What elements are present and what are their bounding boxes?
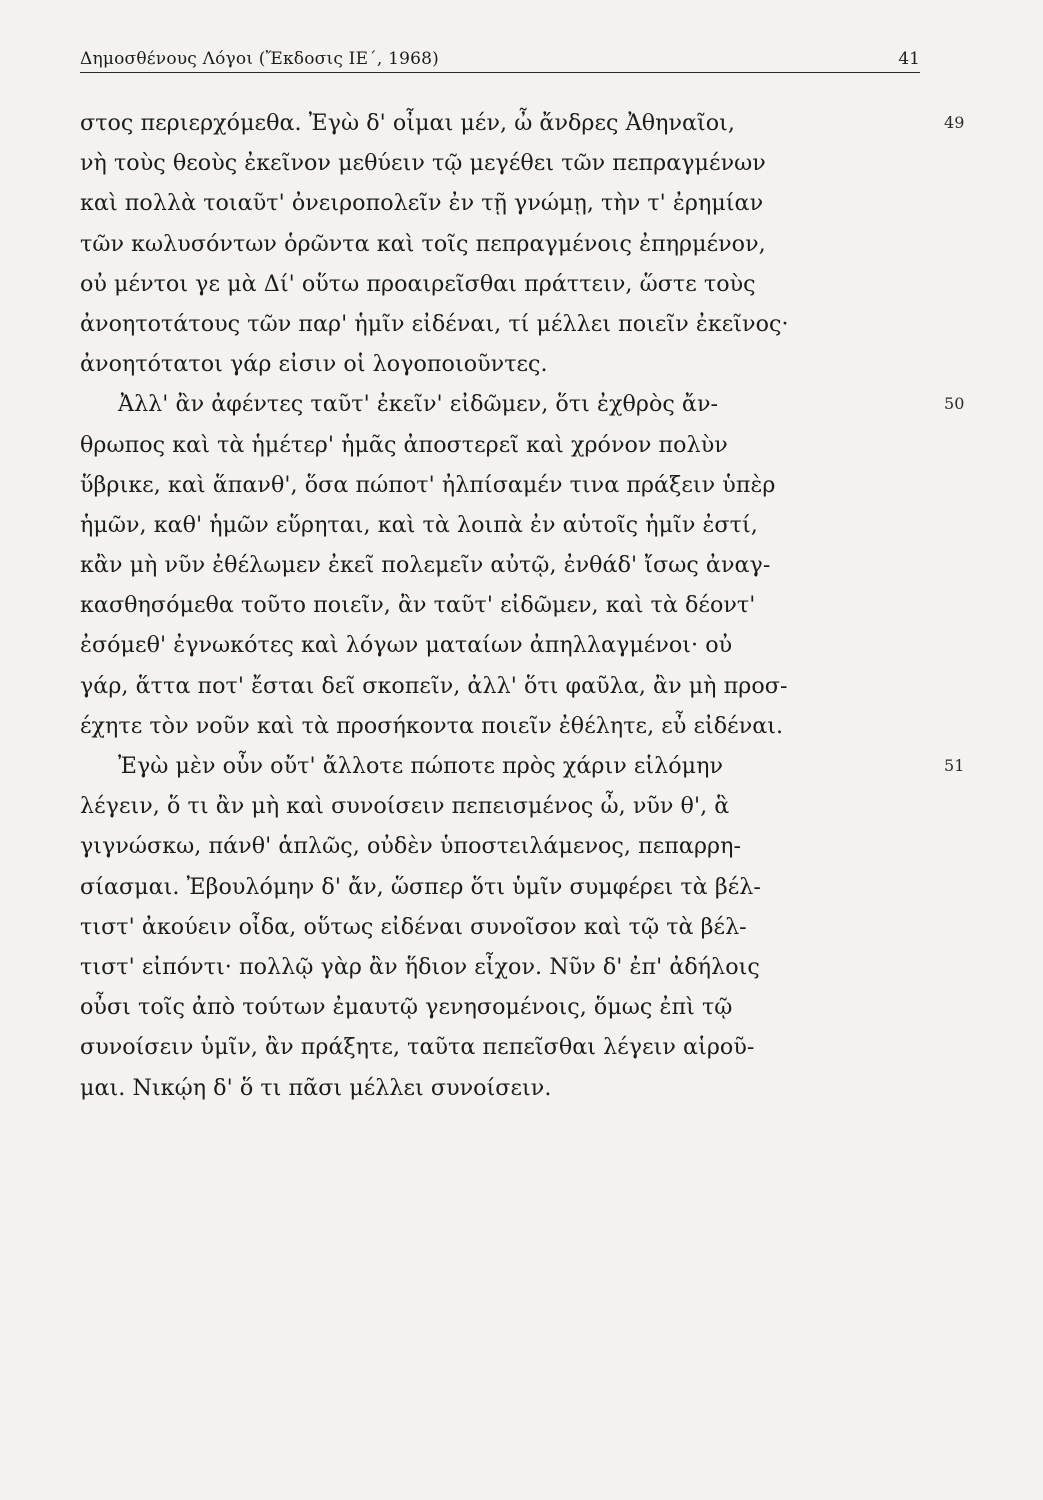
page-number: 41 bbox=[898, 49, 920, 69]
text-line bbox=[80, 224, 940, 264]
line-text: συνοίσειν ὑμῖν, ἂν πράξητε, ταῦτα πεπεῖσθαι λέγειν αἱροῦ- bbox=[80, 1034, 755, 1061]
text-line bbox=[80, 666, 940, 706]
line-text: Ἀλλ' ἂν ἀφέντες ταῦτ' ἐκεῖν' εἰδῶμεν, ὅτι ἐχθρὸς ἄν- bbox=[118, 391, 719, 418]
text-line bbox=[80, 1027, 940, 1067]
text-line bbox=[80, 143, 940, 183]
line-text: τιστ' ἀκούειν οἶδα, οὕτως εἰδέναι συνοῖσον καὶ τῷ τὰ βέλ- bbox=[80, 913, 747, 940]
text-line bbox=[80, 183, 940, 223]
body-text bbox=[80, 103, 965, 1108]
line-text: οὖσι τοῖς ἀπὸ τούτων ἐμαυτῷ γενησομένοις, ὅμως ἐπὶ τῷ bbox=[80, 994, 733, 1021]
text-line bbox=[80, 465, 940, 505]
line-text: οὐ μέντοι γε μὰ Δί' οὕτω προαιρεῖσθαι πράττειν, ὥστε τοὺς bbox=[80, 270, 756, 297]
text-line bbox=[80, 826, 940, 866]
line-text: ἐσόμεθ' ἐγνωκότες καὶ λόγων ματαίων ἀπηλλαγμένοι· οὐ bbox=[80, 632, 733, 659]
line-text: τιστ' εἰπόντι· πολλῷ γὰρ ἂν ἥδιον εἶχον. Νῦν δ' ἐπ' ἀδήλοις bbox=[80, 953, 760, 980]
line-text: έχητε τὸν νοῦν καὶ τὰ προσήκοντα ποιεῖν ἐθέλητε, εὖ εἰδέναι. bbox=[80, 712, 784, 739]
section-number: 50 bbox=[944, 394, 965, 414]
line-text: μαι. Νικῴη δ' ὅ τι πᾶσι μέλλει συνοίσειν. bbox=[80, 1074, 552, 1101]
text-line bbox=[80, 746, 965, 786]
text-line bbox=[80, 625, 940, 665]
text-line bbox=[80, 786, 940, 826]
text-line bbox=[80, 545, 940, 585]
line-text: ἀνοητότατοι γάρ εἰσιν οἱ λογοποιοῦντες. bbox=[80, 351, 548, 378]
line-text: νὴ τοὺς θεοὺς ἐκεῖνον μεθύειν τῷ μεγέθει τῶν πεπραγμένων bbox=[80, 150, 766, 177]
line-text: τῶν κωλυσόντων ὁρῶντα καὶ τοῖς πεπραγμένοις ἐπηρμένον, bbox=[80, 230, 766, 257]
text-line bbox=[80, 505, 940, 545]
line-text: γάρ, ἅττα ποτ' ἔσται δεῖ σκοπεῖν, ἀλλ' ὅτι φαῦλα, ἂν μὴ προσ- bbox=[80, 672, 788, 699]
line-text: Ἐγὼ μὲν οὖν οὔτ' ἄλλοτε πώποτε πρὸς χάριν εἱλόμην bbox=[118, 753, 724, 779]
line-text: κἂν μὴ νῦν ἐθέλωμεν ἐκεῖ πολεμεῖν αὐτῷ, ἐνθάδ' ἴσως ἀναγ- bbox=[80, 552, 771, 579]
text-line bbox=[80, 947, 940, 987]
section-number: 51 bbox=[944, 756, 965, 775]
line-text: κασθησόμεθα τοῦτο ποιεῖν, ἂν ταῦτ' εἰδῶμεν, καὶ τὰ δέοντ' bbox=[80, 592, 756, 619]
line-text: ἡμῶν, καθ' ἡμῶν εὕρηται, καὶ τὰ λοιπὰ ἐν αὑτοῖς ἡμῖν ἐστί, bbox=[80, 511, 758, 538]
line-text: θρωπος καὶ τὰ ἡμέτερ' ἡμᾶς ἀποστερεῖ καὶ χρόνον πολὺν bbox=[80, 431, 728, 458]
text-line bbox=[80, 1068, 940, 1108]
text-line bbox=[80, 706, 940, 746]
text-line bbox=[80, 867, 940, 907]
text-line bbox=[80, 987, 940, 1027]
line-text: στος περιερχόμεθα. Ἐγὼ δ' οἶμαι μέν, ὦ ἄνδρες Ἀθηναῖοι, bbox=[80, 110, 736, 136]
text-line bbox=[80, 304, 940, 344]
line-text: ὕβρικε, καὶ ἅπανθ', ὅσα πώποτ' ἠλπίσαμέν τινα πράξειν ὑπὲρ bbox=[80, 471, 776, 498]
text-line bbox=[80, 103, 965, 143]
running-head: Δημοσθένους Λόγοι (Ἔκδοσις ΙΕ΄, 1968) bbox=[80, 49, 439, 69]
line-text: σίασμαι. Ἐβουλόμην δ' ἄν, ὥσπερ ὅτι ὑμῖν συμφέρει τὰ βέλ- bbox=[80, 873, 761, 900]
header-rule bbox=[80, 72, 920, 73]
line-text: καὶ πολλὰ τοιαῦτ' ὀνειροπολεῖν ἐν τῇ γνώμῃ, τὴν τ' ἐρημίαν bbox=[80, 190, 764, 217]
text-line bbox=[80, 907, 940, 947]
text-line bbox=[80, 344, 940, 384]
line-text: λέγειν, ὅ τι ἂν μὴ καὶ συνοίσειν πεπεισμένος ὦ, νῦν θ', ἃ bbox=[80, 793, 730, 820]
line-text: γιγνώσκω, πάνθ' ἁπλῶς, οὐδὲν ὑποστειλάμενος, πεπαρρη- bbox=[80, 833, 742, 860]
section-number: 49 bbox=[944, 113, 965, 132]
text-line bbox=[80, 384, 965, 424]
text-line bbox=[80, 425, 940, 465]
page-header bbox=[80, 44, 920, 74]
text-line bbox=[80, 585, 940, 625]
text-line bbox=[80, 264, 940, 304]
line-text: ἀνοητοτάτους τῶν παρ' ἡμῖν εἰδέναι, τί μέλλει ποιεῖν ἐκεῖνος· bbox=[80, 310, 789, 337]
